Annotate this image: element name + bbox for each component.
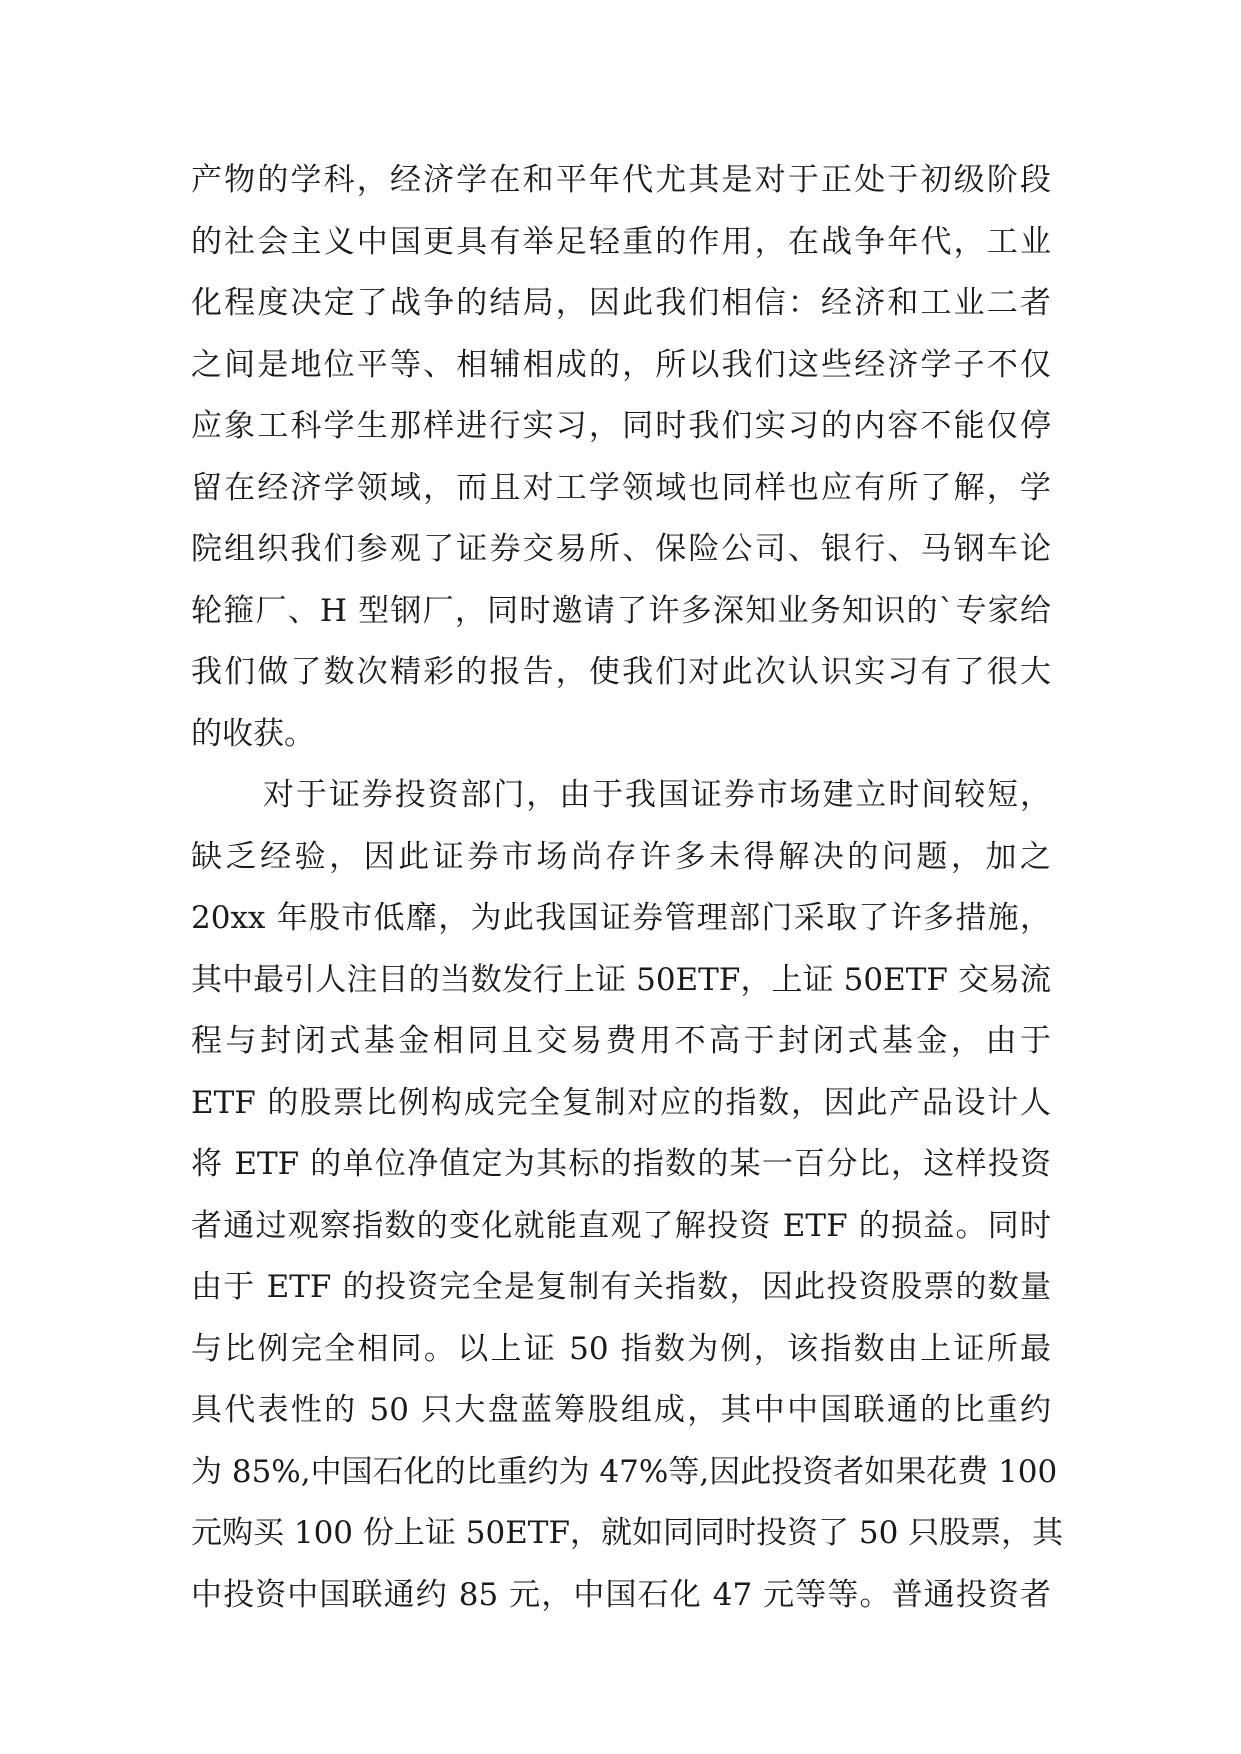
text-line: 对于证券投资部门，由于我国证券市场建立时间较短，: [263, 777, 1051, 813]
text-line: 化程度决定了战争的结局，因此我们相信：经济和工业二者: [191, 285, 1051, 321]
text-line: 的收获。: [191, 715, 315, 752]
body-text: [191, 160, 1064, 1636]
text-line: ETF 的股票比例构成完全复制对应的指数，因此产品设计人: [191, 1084, 1051, 1121]
text-line: 之间是地位平等、相辅相成的，所以我们这些经济学子不仅: [191, 346, 1051, 383]
text-line: 应象工科学生那样进行实习，同时我们实习的内容不能仅停: [191, 408, 1051, 444]
text-line: 缺乏经验，因此证券市场尚存许多未得解决的问题，加之: [191, 838, 1051, 875]
text-line: 将 ETF 的单位净值定为其标的指数的某一百分比，这样投资: [191, 1146, 1051, 1182]
text-line: 轮箍厂、H 型钢厂，同时邀请了许多深知业务知识的`专家给: [191, 592, 1051, 629]
text-line: 元购买 100 份上证 50ETF，就如同同时投资了 50 只股票，其: [191, 1515, 1064, 1551]
text-line: 留在经济学领域，而且对工学领域也同样也应有所了解，学: [191, 469, 1051, 506]
text-line: 由于 ETF 的投资完全是复制有关指数，因此投资股票的数量: [191, 1269, 1051, 1305]
text-line: 我们做了数次精彩的报告，使我们对此次认识实习有了很大: [191, 654, 1051, 690]
text-line: 产物的学科，经济学在和平年代尤其是对于正处于初级阶段: [191, 162, 1051, 198]
text-line: 其中最引人注目的当数发行上证 50ETF，上证 50ETF 交易流: [191, 961, 1051, 998]
text-line: 20xx 年股市低靡，为此我国证券管理部门采取了许多措施，: [191, 900, 1051, 936]
text-line: 的社会主义中国更具有举足轻重的作用，在战争年代，工业: [191, 223, 1051, 260]
text-line: 具代表性的 50 只大盘蓝筹股组成，其中中国联通的比重约: [191, 1392, 1051, 1428]
text-line: 者通过观察指数的变化就能直观了解投资 ETF 的损益。同时: [191, 1207, 1051, 1244]
text-line: 与比例完全相同。以上证 50 指数为例，该指数由上证所最: [191, 1330, 1051, 1367]
text-line: 为 85%,中国石化的比重约为 47%等,因此投资者如果花费 100: [191, 1453, 1058, 1490]
text-line: 中投资中国联通约 85 元，中国石化 47 元等等。普通投资者: [191, 1576, 1051, 1613]
text-line: 院组织我们参观了证券交易所、保险公司、银行、马钢车论: [191, 531, 1051, 567]
text-line: 程与封闭式基金相同且交易费用不高于封闭式基金，由于: [191, 1023, 1051, 1059]
